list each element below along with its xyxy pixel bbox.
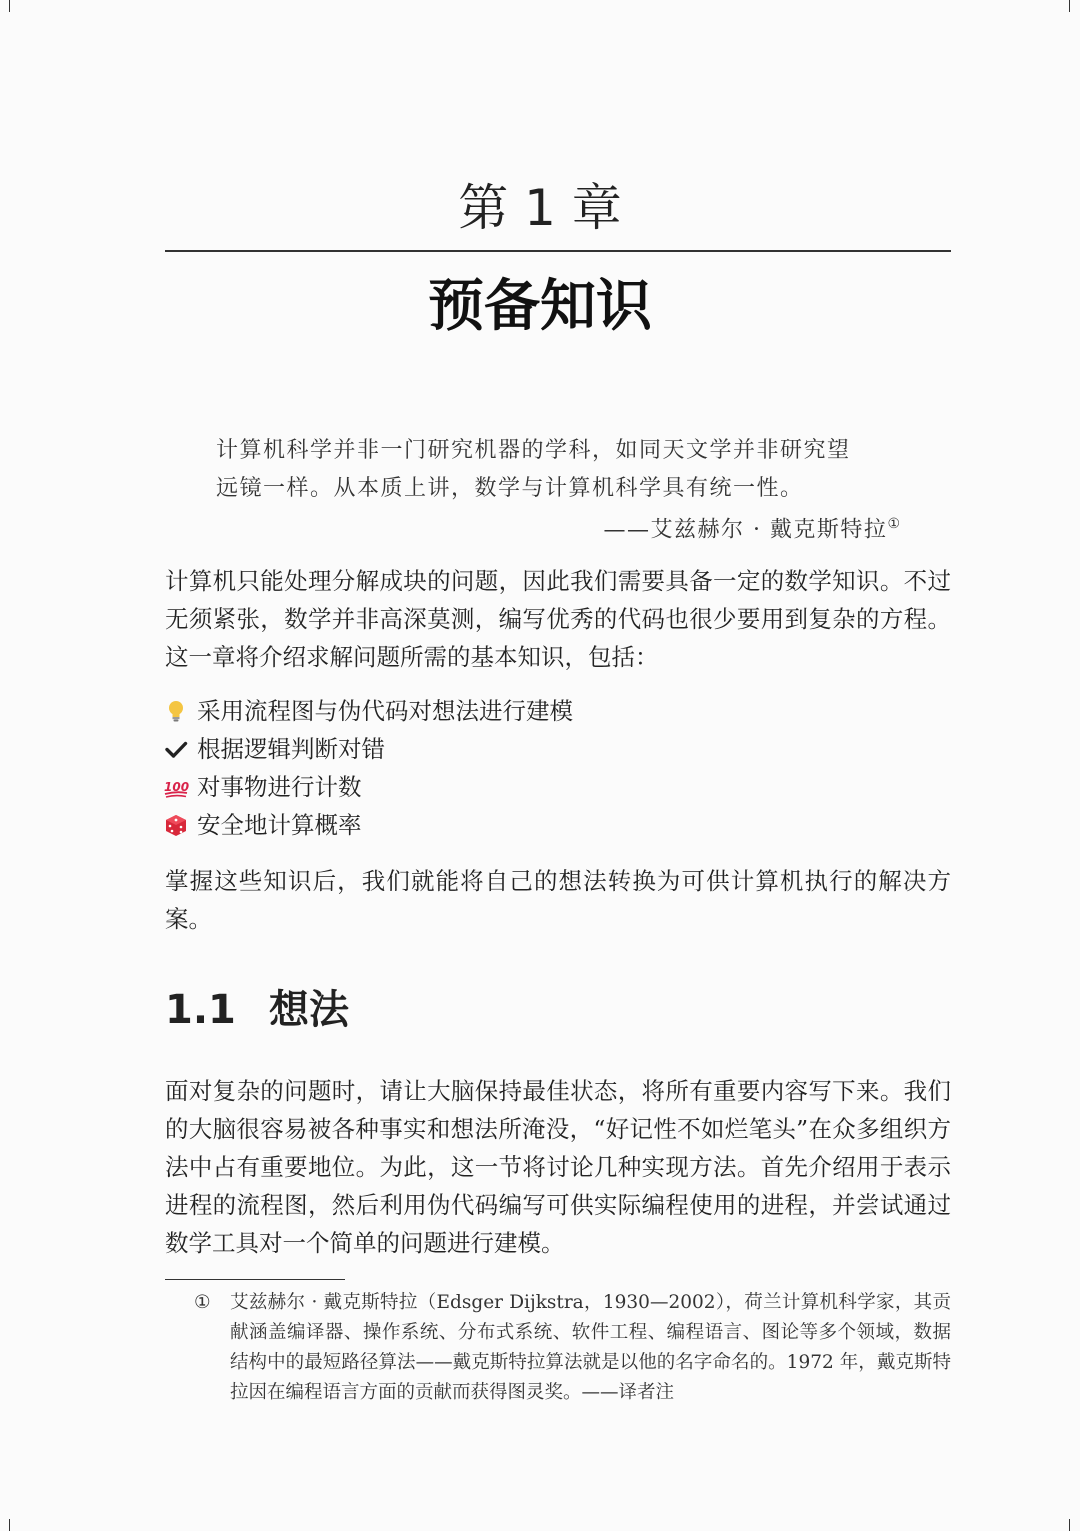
list-item (163, 806, 863, 844)
footnote-reference[interactable]: ① (887, 516, 900, 532)
list-item-text: 对事物进行计数 (197, 773, 362, 801)
section-number: 1.1 (165, 987, 236, 1033)
epigraph-line: 计算机科学并非一门研究机器的学科，如同天文学并非研究望 (216, 438, 851, 463)
section-heading (165, 985, 349, 1035)
list-item-text: 根据逻辑判断对错 (197, 735, 385, 763)
footnote-mark: ① (194, 1292, 211, 1313)
crop-mark-bottom-right (1069, 1519, 1070, 1531)
section-paragraph: 面对复杂的问题时，请让大脑保持最佳状态，将所有重要内容写下来。我们的大脑很容易被各种事实和想法所淹没，“好记性不如烂笔头”在众多组织方法中占有重要地位。为此，这一节将讨论几种实现方法。首先介绍用于表示进程的流程图，然后利用伪代码编写可供实际编程使用的进程，并尝试通过数学工具对一个简单的问题进行建模。 (165, 1077, 951, 1257)
epigraph-author: ——艾兹赫尔 · 戴克斯特拉 (603, 517, 888, 543)
epigraph-line: 远镜一样。从本质上讲，数学与计算机科学具有统一性。 (216, 476, 804, 501)
epigraph-author-line (603, 506, 900, 548)
list-item (163, 730, 863, 768)
crop-mark-top-right (1069, 0, 1070, 12)
topic-list (163, 692, 863, 844)
footnote-divider (165, 1279, 345, 1280)
chapter-divider (165, 250, 951, 252)
list-item (163, 768, 863, 806)
footnote (194, 1288, 951, 1408)
crop-mark-top-left (9, 0, 10, 12)
footnote-text: 艾兹赫尔 · 戴克斯特拉（Edsger Dijkstra，1930—2002），荷兰计算机科学家，其贡献涵盖编译器、操作系统、分布式系统、软件工程、编程语言、图论等多个领域，数据结构中的最短路径算法——戴克斯特拉算法就是以他的名字命名的。1972 年，戴克斯特拉因在编程语言方面的贡献而获得图灵奖。——译者注 (230, 1292, 951, 1403)
hundred-points-icon (163, 774, 189, 800)
svg-text:100: 100 (164, 780, 189, 794)
chapter-number: 第 1 章 (458, 179, 622, 237)
checkmark-icon (163, 736, 189, 762)
section-title: 想法 (269, 987, 349, 1033)
epigraph (216, 432, 916, 508)
list-item-text: 安全地计算概率 (197, 811, 362, 839)
list-item-text: 采用流程图与伪代码对想法进行建模 (197, 697, 573, 725)
chapter-title: 预备知识 (428, 274, 652, 339)
list-item (163, 692, 863, 730)
crop-mark-bottom-left (9, 1519, 10, 1531)
summary-paragraph: 掌握这些知识后，我们就能将自己的想法转换为可供计算机执行的解决方案。 (165, 867, 951, 933)
intro-paragraph: 计算机只能处理分解成块的问题，因此我们需要具备一定的数学知识。不过无须紧张，数学并非高深莫测，编写优秀的代码也很少要用到复杂的方程。这一章将介绍求解问题所需的基本知识，包括： (165, 567, 951, 671)
dice-icon (163, 812, 189, 838)
lightbulb-icon (163, 698, 189, 724)
